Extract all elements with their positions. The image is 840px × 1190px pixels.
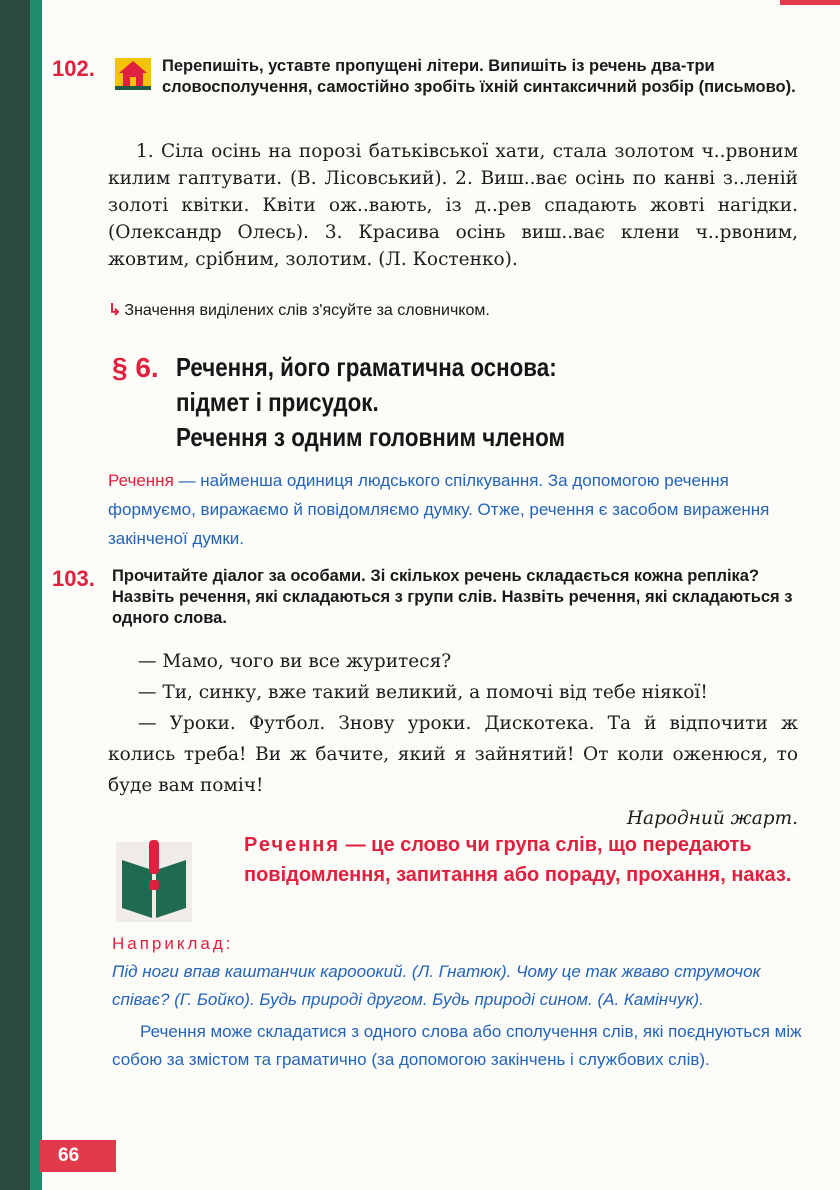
rule-definition	[244, 830, 804, 890]
dialog	[108, 646, 798, 834]
example-label: Наприклад:	[112, 934, 234, 953]
section-title-line: Речення з одним головним членом	[176, 422, 565, 452]
dialog-line: — Мамо, чого ви все журитеся?	[138, 651, 452, 672]
house-icon	[113, 56, 153, 92]
section-title-line: Речення, його граматична основа:	[176, 352, 557, 382]
arrow-icon: ↳	[108, 302, 122, 319]
dialog-source: Народний жарт.	[626, 808, 798, 829]
example-explanation: Речення може складатися з одного слова або сполучення слів, які поєднуються між собою за змістом та граматично (за допомогою закінчень і службових слів).	[112, 1022, 802, 1069]
rule-text: — це слово чи група слів, що передають повідомлення, запитання або пораду, прохання, наказ.	[244, 834, 792, 886]
top-corner-mark	[780, 0, 840, 5]
dialog-line: — Ти, синку, вже такий великий, а помочі від тебе ніякої!	[138, 682, 708, 703]
section-title	[176, 350, 675, 455]
page-number: 66	[40, 1140, 116, 1172]
page-edge-green	[30, 0, 42, 1190]
definition-term: Речення	[108, 471, 174, 490]
page-edge-dark	[0, 0, 30, 1190]
exercise-103-number: 103.	[52, 566, 95, 591]
book-exclamation-icon	[116, 838, 192, 922]
definition-sentence	[108, 466, 798, 553]
example-text: Під ноги впав каштанчик карооокий. (Л. Гнатюк). Чому це так жваво струмочок співає? (Г. Бойко). Будь природі другом. Будь природі сином. (А. Камінчук).	[112, 962, 761, 1009]
exercise-102-number: 102.	[52, 56, 95, 81]
note-text: Значення виділених слів з'ясуйте за словничком.	[124, 302, 490, 319]
exercise-102-task: Перепишіть, уставте пропущені літери. Випишіть із речень два-три словосполучення, самостійно зробіть їхній синтаксичний розбір (письмово).	[162, 57, 796, 96]
dialog-line: — Уроки. Футбол. Знову уроки. Дискотека. Та й відпочити ж колись треба! Ви ж бачите, який я зайнятий! От коли оженюся, то буде вам поміч!	[108, 713, 798, 796]
exercise-103-task: Прочитайте діалог за особами. Зі скількох речень складається кожна репліка? Назвіть речення, які складаються з групи слів. Назвіть речення, які складаються з одного слова.	[112, 567, 793, 627]
section-title-line: підмет і присудок.	[176, 387, 379, 417]
definition-text: — найменша одиниця людського спілкування. За допомогою речення формуємо, виражаємо й повідомляємо думку. Отже, речення є засобом вираження закінченої думки.	[108, 471, 770, 548]
exercise-102-note	[108, 300, 490, 320]
section-number: § 6.	[112, 352, 159, 383]
exercise-102-text: 1. Сіла осінь на порозі батьківської хати, стала золотом ч..рвоним килим гаптувати. (В. Лісовський). 2. Виш..ває осінь по канві з..леній золоті квітки. Квіти ож..вають, із д..рев спадають жовті нагідки. (Олександр Олесь). 3. Красива осінь виш..ває клени ч..рвоним, жовтим, срібним, золотим. (Л. Костенко).	[108, 141, 798, 270]
rule-term: Речення	[244, 834, 341, 856]
example-block	[112, 930, 804, 1074]
